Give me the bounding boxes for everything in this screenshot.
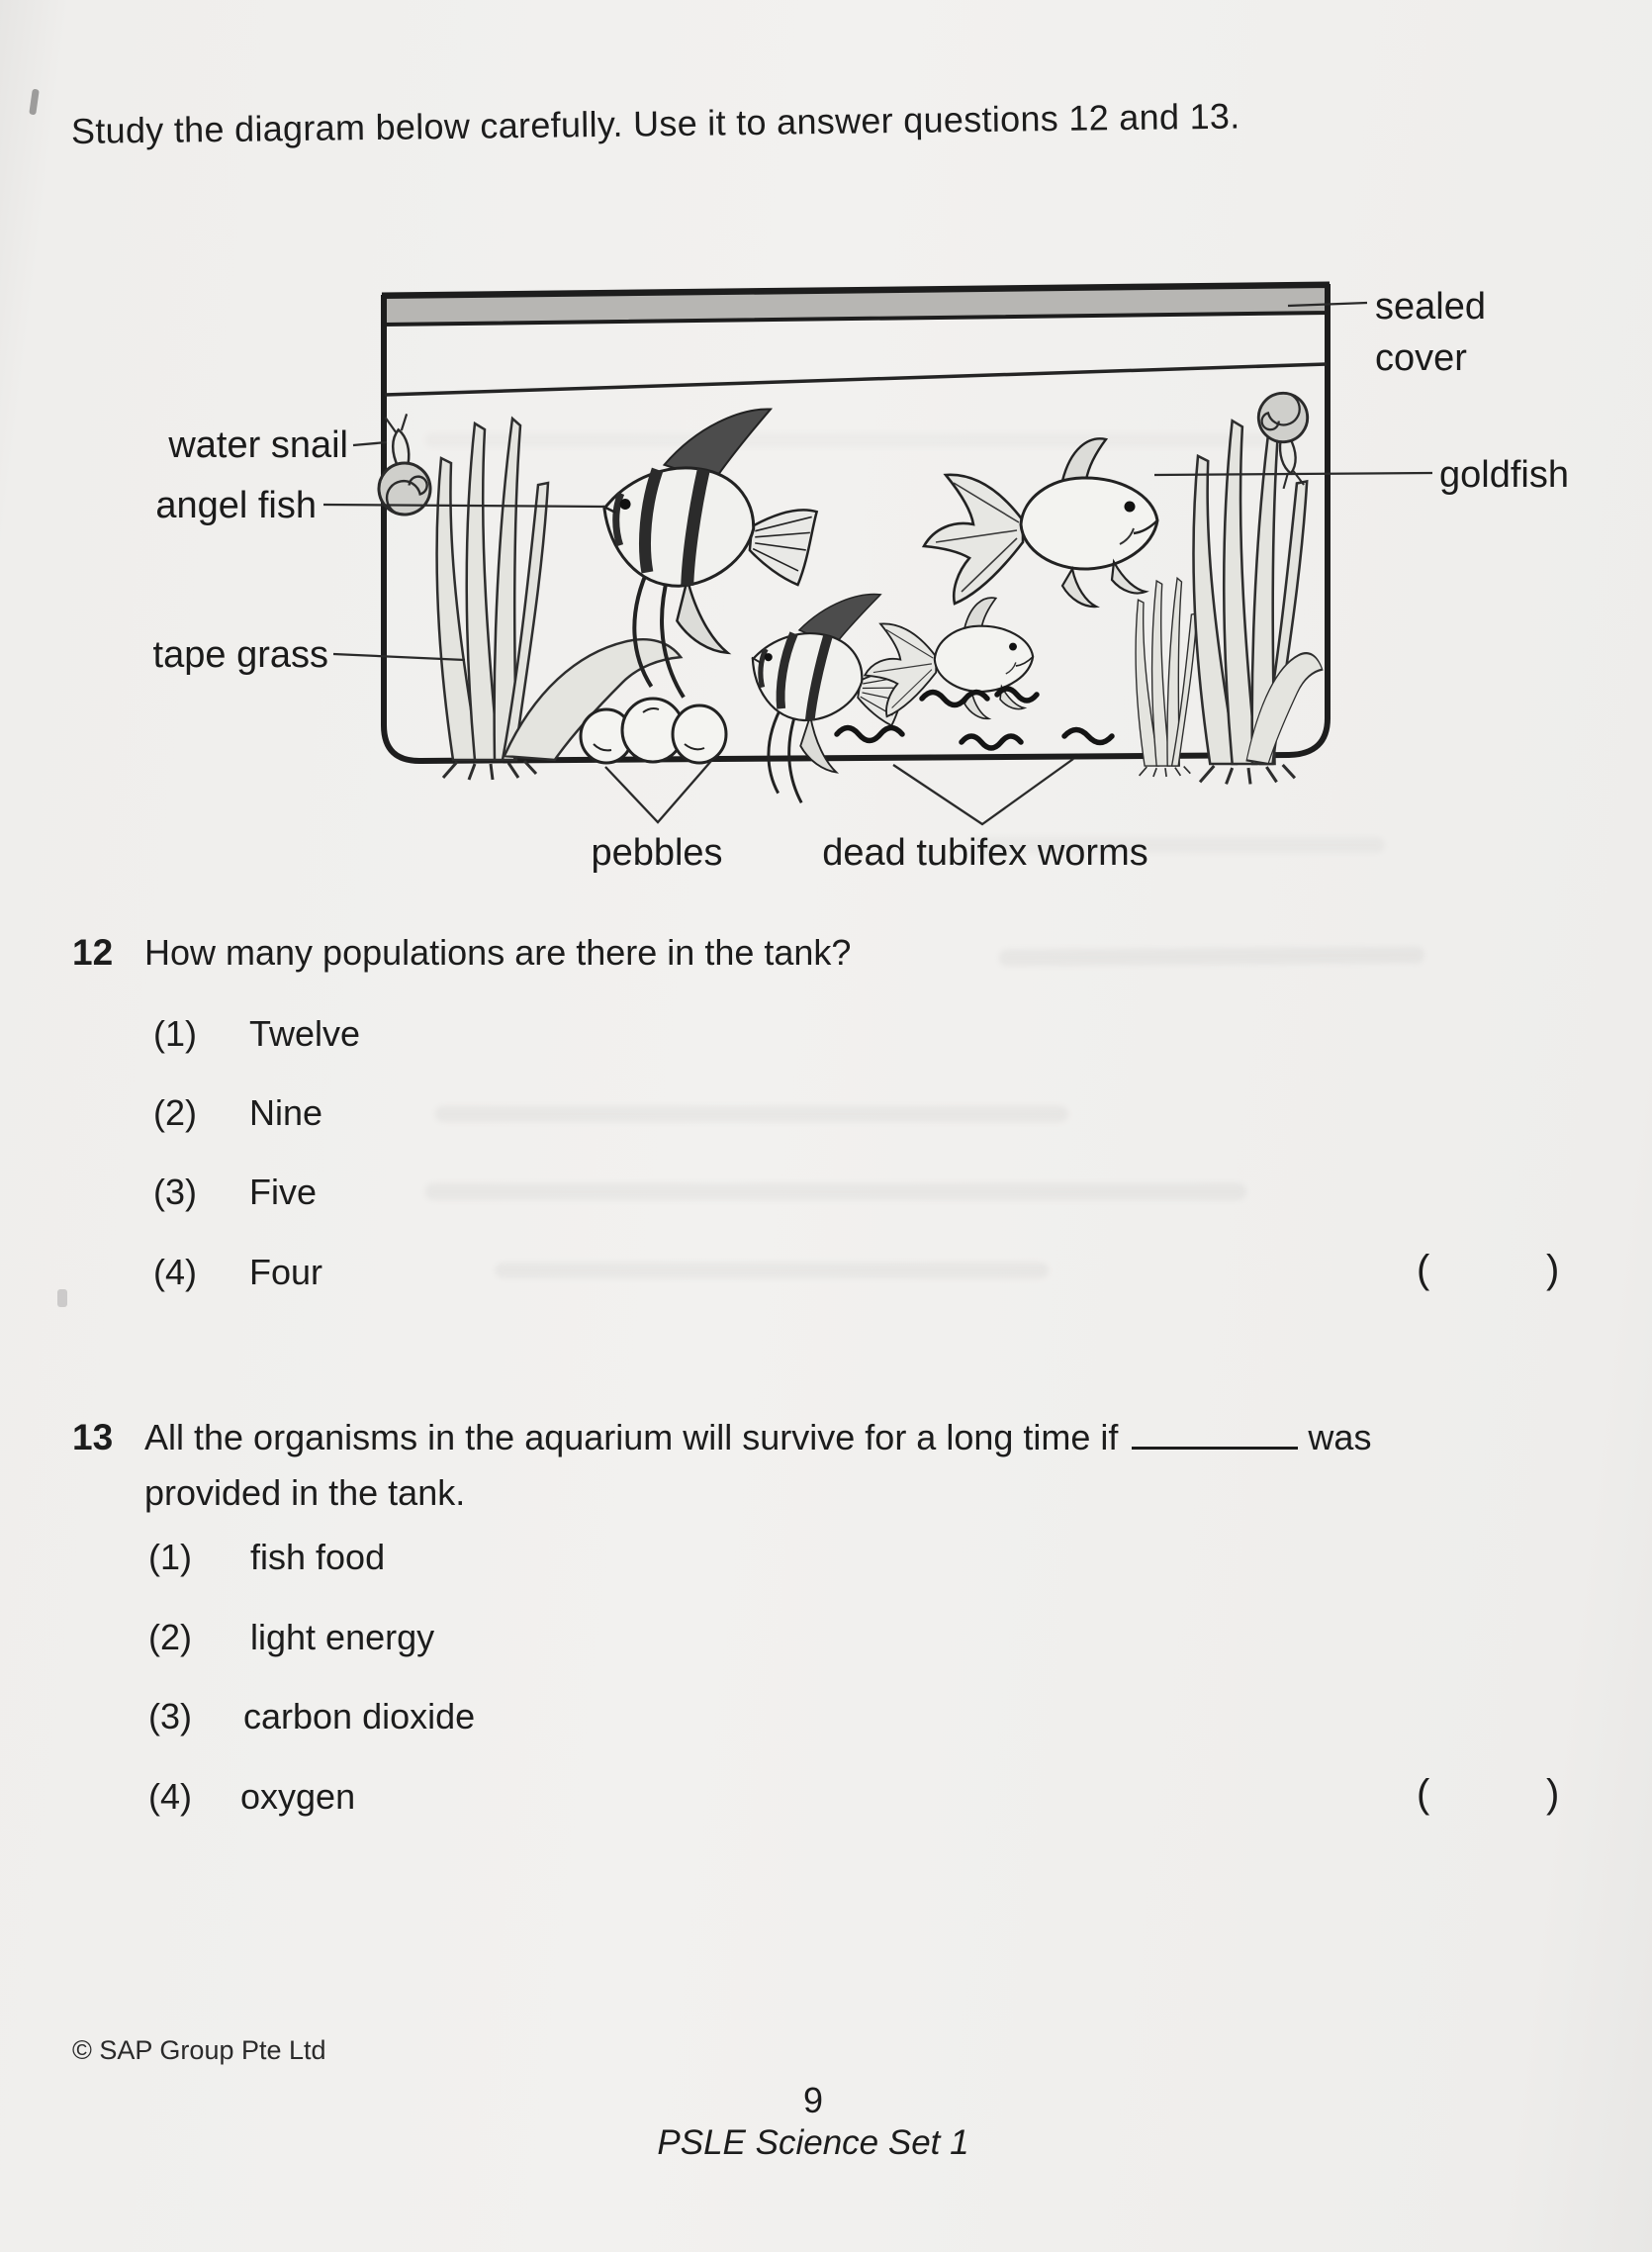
question-13-text-line1: [144, 1417, 1371, 1458]
q13-option-3-label: carbon dioxide: [243, 1696, 476, 1736]
goldfish-1: [924, 438, 1157, 607]
pointer-tubifex-worms: [893, 759, 1073, 824]
pointer-angel-fish: [323, 505, 605, 507]
q13-option-2-number: (2): [148, 1617, 192, 1657]
q13-answer-bracket-open: (: [1417, 1772, 1430, 1816]
q12-answer-bracket-close: ): [1546, 1248, 1560, 1291]
q13-option-2-label: light energy: [250, 1617, 435, 1657]
tape-grass-right-small: [1136, 578, 1197, 777]
bleed-through-text: [495, 1263, 1049, 1278]
q13-option-4-number: (4): [148, 1776, 192, 1817]
q12-option-4-label: Four: [249, 1252, 323, 1292]
question-12-number: 12: [72, 932, 114, 973]
pointer-pebbles: [605, 761, 711, 822]
q13-option-1-number: (1): [148, 1537, 192, 1577]
water-snail-left: [371, 413, 432, 517]
q12-option-1-number: (1): [153, 1013, 197, 1054]
q12-answer-bracket-open: (: [1417, 1248, 1430, 1291]
label-goldfish: goldfish: [1439, 454, 1569, 496]
q13-answer-bracket-close: ): [1546, 1772, 1560, 1816]
label-tape-grass: tape grass: [152, 634, 328, 676]
bleed-through-text: [435, 1106, 1068, 1122]
question-13-text-line2: provided in the tank.: [144, 1472, 466, 1513]
q13-option-1-label: fish food: [250, 1537, 386, 1577]
label-sealed-cover-line1: sealed: [1375, 286, 1486, 328]
q12-option-2-number: (2): [153, 1092, 197, 1133]
page-number: 9: [802, 2080, 824, 2120]
q13-option-4-label: oxygen: [240, 1776, 356, 1817]
q13-text-after-blank: was: [1308, 1417, 1372, 1457]
q12-option-1-label: Twelve: [249, 1013, 361, 1054]
blank-line: [1132, 1417, 1298, 1450]
aquarium-diagram: [0, 178, 1652, 900]
q13-option-3-number: (3): [148, 1696, 192, 1736]
q12-option-3-number: (3): [153, 1172, 197, 1212]
water-surface-line: [385, 364, 1327, 395]
label-angel-fish: angel fish: [155, 485, 317, 526]
instruction-text: Study the diagram below carefully. Use it to answer questions 12 and 13.: [70, 95, 1240, 151]
scan-artifact: [29, 89, 40, 116]
book-title: PSLE Science Set 1: [657, 2123, 969, 2162]
q13-text-before-blank: All the organisms in the aquarium will survive for a long time if: [144, 1417, 1119, 1457]
label-pebbles: pebbles: [591, 832, 723, 874]
question-13-number: 13: [72, 1417, 114, 1457]
label-water-snail: water snail: [168, 424, 348, 466]
q12-option-4-number: (4): [153, 1252, 197, 1292]
q12-option-2-label: Nine: [249, 1092, 323, 1133]
scan-artifact: [57, 1289, 67, 1307]
bleed-through-text: [425, 1183, 1246, 1200]
pebbles-illustration: [581, 699, 726, 763]
label-dead-tubifex-worms: dead tubifex worms: [822, 832, 1148, 874]
question-12-text: How many populations are there in the tank?: [144, 932, 852, 973]
footer-copyright: © SAP Group Pte Ltd: [72, 2035, 326, 2065]
bleed-through-text: [999, 946, 1424, 966]
label-sealed-cover-line2: cover: [1375, 337, 1467, 379]
q12-option-3-label: Five: [249, 1172, 318, 1212]
